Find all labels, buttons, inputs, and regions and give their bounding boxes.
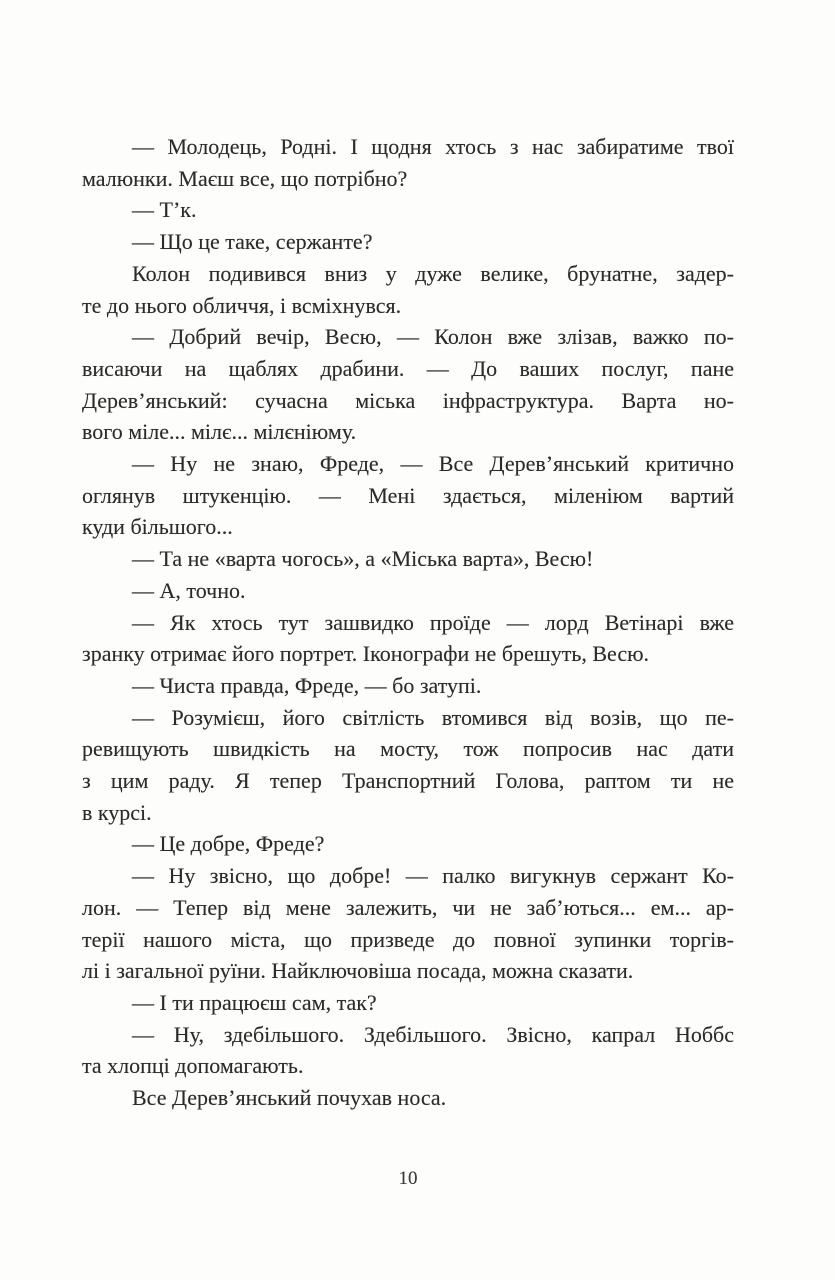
- text-line: — Ну не знаю, Фреде, — Все Дерев’янський критично: [132, 451, 734, 477]
- paragraph: [82, 702, 734, 829]
- text-line: — Чиста правда, Фреде, — бо затупі.: [132, 672, 482, 698]
- text-line: Дерев’янський: сучасна міська інфраструктура. Варта но-: [82, 387, 734, 413]
- text-line: — А, точно.: [132, 577, 246, 603]
- text-line: з цим раду. Я тепер Транспортний Голова, раптом ти не: [82, 768, 734, 794]
- text-line: Колон подивився вниз у дуже велике, брунатне, задер-: [132, 260, 734, 286]
- paragraph: [82, 448, 734, 543]
- text-line: — Добрий вечір, Весю, — Колон вже злізав, важко по-: [132, 324, 734, 350]
- text-line: ревищують швидкість на мосту, тож попросив нас дати: [82, 736, 734, 762]
- text-line: те до нього обличчя, і всміхнувся.: [82, 292, 402, 318]
- text-line: вого міле... мілє... мілєніюму.: [82, 419, 357, 445]
- text-line: та хлопці допомагають.: [82, 1053, 304, 1079]
- paragraph: [82, 321, 734, 448]
- paragraph: [82, 194, 734, 226]
- text-line: лі і загальної руїни. Найключовіша посада, можна сказати.: [82, 958, 634, 984]
- paragraph: [82, 226, 734, 258]
- paragraph: [82, 987, 734, 1019]
- text-line: оглянув штукенцію. — Мені здається, міленіюм вартий: [82, 482, 734, 508]
- paragraph: [82, 131, 734, 194]
- page-number: 10: [398, 1168, 418, 1189]
- text-line: — Це добре, Фреде?: [132, 831, 325, 857]
- text-line: куди більшого...: [82, 514, 233, 540]
- text-line: — Що це таке, сержанте?: [132, 229, 373, 255]
- text-line: — Ну, здебільшого. Здебільшого. Звісно, капрал Ноббс: [132, 1021, 734, 1047]
- paragraph: [82, 575, 734, 607]
- text-line: в курсі.: [82, 799, 152, 825]
- text-line: терії нашого міста, що призведе до повної зупинки торгів-: [82, 926, 734, 952]
- text-line: зранку отримає його портрет. Іконографи не брешуть, Весю.: [82, 641, 650, 667]
- paragraph: [82, 607, 734, 670]
- paragraph: [82, 543, 734, 575]
- text-line: — Як хтось тут зашвидко проїде — лорд Ветінарі вже: [132, 609, 734, 635]
- text-line: — Т’к.: [132, 197, 197, 223]
- paragraph: [82, 258, 734, 321]
- paragraph: [82, 828, 734, 860]
- paragraph: [82, 670, 734, 702]
- text-block: [82, 131, 734, 1114]
- text-line: висаючи на щаблях драбини. — До ваших послуг, пане: [82, 355, 734, 381]
- text-line: Все Дерев’янський почухав носа.: [132, 1085, 447, 1111]
- text-line: — Розумієш, його світлість втомився від возів, що пе-: [132, 704, 734, 730]
- paragraph: [82, 1082, 734, 1114]
- paragraph: [82, 1019, 734, 1082]
- paragraph: [82, 860, 734, 987]
- text-line: малюнки. Маєш все, що потрібно?: [82, 165, 408, 191]
- text-line: — І ти працюєш сам, так?: [132, 989, 377, 1015]
- text-line: — Та не «варта чогось», а «Міська варта», Весю!: [132, 546, 594, 572]
- text-line: — Ну звісно, що добре! — палко вигукнув сержант Ко-: [132, 863, 734, 889]
- text-line: лон. — Тепер від мене залежить, чи не заб’ються... ем... ар-: [82, 894, 734, 920]
- text-line: — Молодець, Родні. І щодня хтось з нас забиратиме твої: [132, 134, 734, 159]
